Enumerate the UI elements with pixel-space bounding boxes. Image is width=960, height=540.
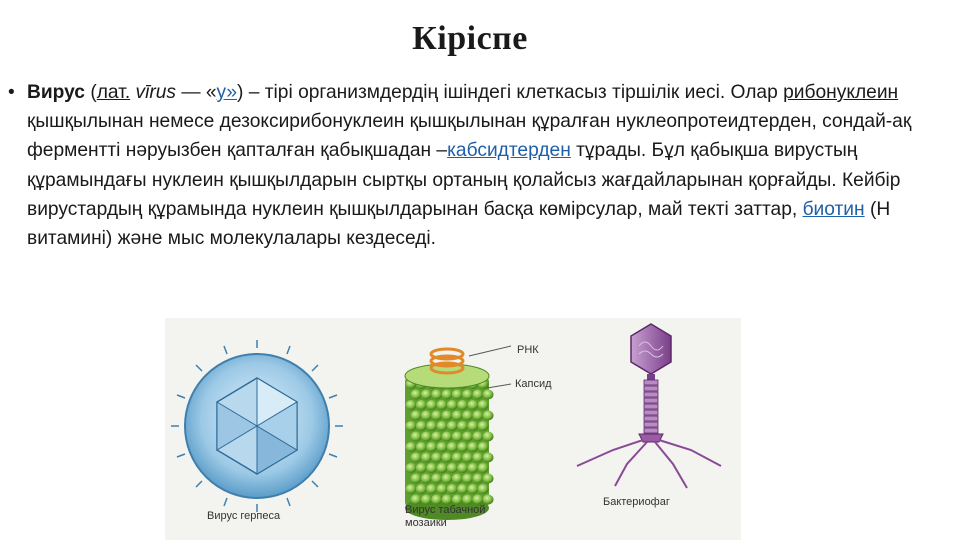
latin-word: vīrus (135, 82, 177, 103)
tobacco-mosaic-virus-drawing (405, 346, 511, 520)
u-link[interactable]: у» (216, 82, 238, 103)
capsid-bead (478, 400, 489, 410)
rna-label: РНК (517, 344, 539, 356)
slide-title: Кіріспе (412, 20, 528, 57)
capsid-bead (411, 453, 422, 463)
capsid-bead (452, 390, 463, 400)
capsid-bead (416, 442, 427, 452)
capsid-label: Капсид (515, 378, 552, 390)
capsid-bead (457, 484, 468, 494)
capsid-bead (467, 400, 478, 410)
text-fragment: ( (84, 82, 97, 103)
capsid-bead (452, 432, 463, 442)
capsid-bead (483, 453, 494, 463)
capsid-bead (421, 432, 432, 442)
bullet-marker: • (8, 82, 15, 103)
capsid-bead (462, 390, 473, 400)
term-virus: Вирус (27, 82, 85, 103)
capsid-bead (452, 411, 463, 421)
capsid-bead (457, 421, 468, 431)
capsid-bead (478, 484, 489, 494)
capsid-bead (478, 421, 489, 431)
tmv-caption-line2: мозаики (405, 517, 447, 529)
capsid-bead (406, 421, 417, 431)
capsid-bead (472, 411, 483, 421)
capsid-bead (447, 484, 458, 494)
capsid-bead (437, 421, 448, 431)
capsid-bead (483, 390, 494, 400)
latin-link[interactable]: лат. (96, 82, 131, 103)
capsid-bead (452, 474, 463, 484)
tmv-caption-line1: Вирус табачной (405, 504, 486, 516)
capsid-bead (447, 421, 458, 431)
capsid-bead (467, 484, 478, 494)
ribonuclein-link[interactable]: рибонуклеин (783, 82, 899, 103)
capsid-bead (447, 442, 458, 452)
capsid-bead (411, 390, 422, 400)
capsid-bead (426, 442, 437, 452)
capsid-bead (457, 463, 468, 473)
capsid-bead (406, 463, 417, 473)
capsid-bead (416, 463, 427, 473)
capsid-bead (442, 495, 453, 505)
capsid-bead (406, 484, 417, 494)
capsid-bead (426, 484, 437, 494)
capsid-bead (442, 474, 453, 484)
capsid-bead (431, 411, 442, 421)
capsid-bead (462, 474, 473, 484)
capsid-bead (462, 432, 473, 442)
capsid-bead (406, 400, 417, 410)
capsid-bead (431, 495, 442, 505)
capsid-bead (416, 484, 427, 494)
capsid-bead (483, 495, 494, 505)
capsid-bead (431, 474, 442, 484)
capsid-bead (416, 421, 427, 431)
capsid-bead (483, 474, 494, 484)
bacteriophage-drawing (577, 324, 721, 488)
capsid-bead (421, 390, 432, 400)
capsid-bead (462, 495, 473, 505)
capsid-bead (447, 400, 458, 410)
capsid-bead (472, 390, 483, 400)
capsid-bead (437, 400, 448, 410)
herpes-virus-drawing (171, 340, 343, 512)
capsid-bead (411, 411, 422, 421)
capsid-bead (426, 400, 437, 410)
capsid-bead (426, 463, 437, 473)
text-fragment: (H витамині) және мыс молекулалары кездеседі. (27, 198, 891, 250)
capsid-bead (426, 421, 437, 431)
capsid-bead (462, 453, 473, 463)
capsid-bead (421, 411, 432, 421)
capsid-bead (447, 463, 458, 473)
capsid-bead (472, 453, 483, 463)
capsid-bead (421, 474, 432, 484)
capsid-bead (483, 432, 494, 442)
capsid-bead (472, 474, 483, 484)
capsid-bead (483, 411, 494, 421)
biotin-link[interactable]: биотин (802, 198, 865, 220)
capsid-bead (411, 432, 422, 442)
capsid-bead (467, 463, 478, 473)
text-fragment: — « (176, 82, 217, 103)
capsid-bead (442, 411, 453, 421)
capsid-bead (442, 390, 453, 400)
capsid-bead (442, 432, 453, 442)
herpes-caption: Вирус герпеса (207, 510, 281, 522)
capsid-bead (421, 453, 432, 463)
capsid-bead (467, 421, 478, 431)
capsid-bead (431, 390, 442, 400)
capsid-bead (431, 453, 442, 463)
capsid-bead (457, 400, 468, 410)
virus-illustration (165, 318, 741, 540)
capsid-bead (452, 453, 463, 463)
capsid-bead (421, 495, 432, 505)
capsid-bead (467, 442, 478, 452)
capsid-bead (478, 442, 489, 452)
capsid-bead (442, 453, 453, 463)
capsid-bead (462, 411, 473, 421)
slide-body (8, 78, 938, 253)
capsid-bead (478, 463, 489, 473)
capsid-bead (406, 442, 417, 452)
text-fragment: ) – тірі организмдердің ішіндегі клеткасыз тіршілік иесі. Олар (237, 82, 784, 103)
capsid-bead (472, 495, 483, 505)
capsid-bead (437, 442, 448, 452)
capsid-bead (457, 442, 468, 452)
text-fragment: қышқылынан немесе дезоксирибонуклеин қышқылынан құралған нуклеопротеидтерден, сондай-ақ ферментті нәруызбен қапталған қабықшадан – (27, 111, 912, 162)
phage-caption: Бактериофаг (603, 496, 670, 508)
capsid-link[interactable]: кабсидтерден (447, 140, 571, 162)
capsid-bead (452, 495, 463, 505)
capsid-bead (437, 484, 448, 494)
capsid-bead (411, 495, 422, 505)
capsid-bead (416, 400, 427, 410)
capsid-bead (411, 474, 422, 484)
intro-paragraph (27, 78, 938, 253)
capsid-bead (431, 432, 442, 442)
capsid-bead (437, 463, 448, 473)
text-fragment: тұрады. Бұл қабықша вирустың құрамындағы нуклеин қышқылдарын сыртқы ортаның қолайсыз жағдайларынан қорғайды. Кейбір вирустардың құрамында нуклеин қышқылдарынан басқа көмірсулар, май текті заттар, (27, 140, 901, 220)
capsid-bead (472, 432, 483, 442)
